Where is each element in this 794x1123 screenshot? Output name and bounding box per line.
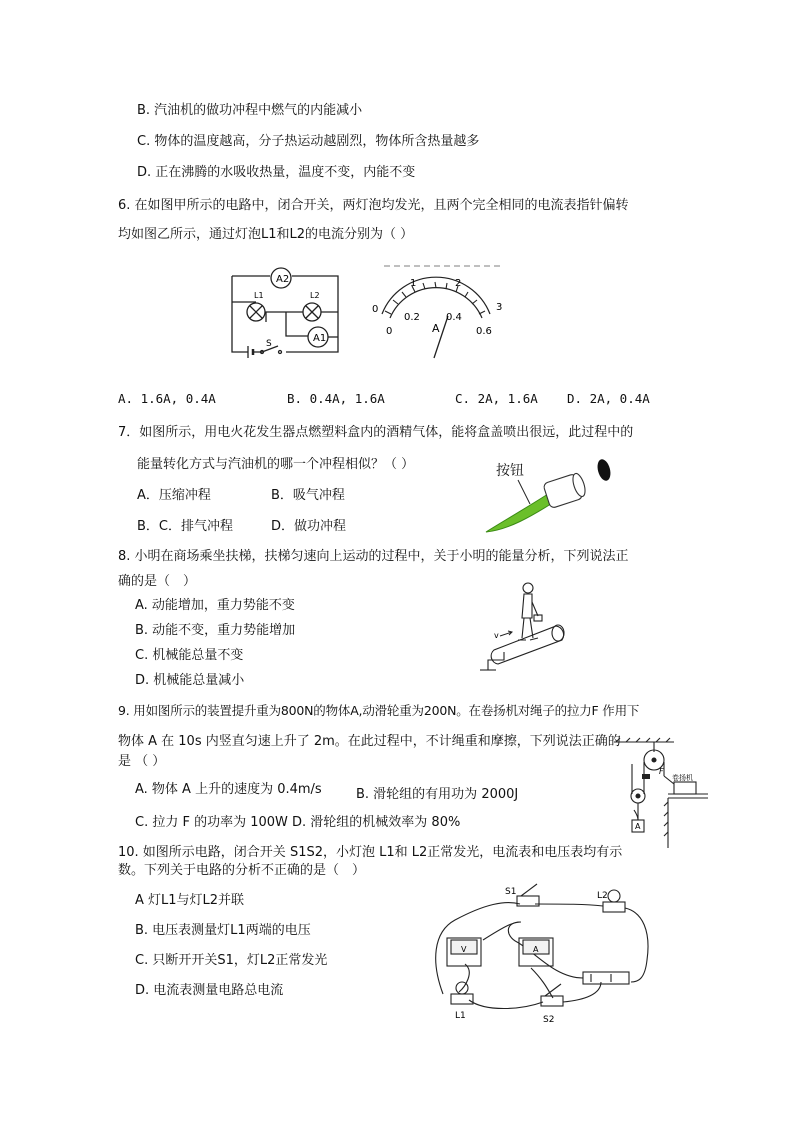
q10-stem-line1: 10. 如图所示电路，闭合开关 S1S2，小灯泡 L1和 L2正常发光，电流表和电压表均有示 (118, 845, 623, 860)
meter-bot-0.4: 0.4 (446, 312, 462, 323)
q9-stem-line1: 9. 用如图所示的装置提升重为800N的物体A,动滑轮重为200N。在卷扬机对绳子的拉力F 作用下 (118, 703, 640, 718)
q5-option-c: C. 物体的温度越高，分子热运动越剧烈，物体所含热量越多 (137, 134, 480, 149)
q10-option-d: D. 电流表测量电路总电流 (135, 983, 284, 998)
q10-option-a: A 灯L1与灯L2并联 (135, 893, 245, 908)
q9-option-cd: C. 拉力 F 的功率为 100W D. 滑轮组的机械效率为 80% (135, 815, 461, 830)
q8-stem-line1: 8. 小明在商场乘坐扶梯，扶梯匀速向上运动的过程中，关于小明的能量分析，下列说法正 (118, 549, 629, 564)
q9-pulley-winch-figure (612, 738, 712, 848)
fig10-l1-label: L1 (455, 1011, 466, 1021)
q8-option-b: B. 动能不变，重力势能增加 (135, 623, 296, 638)
block-a-label: A (635, 822, 641, 831)
q8-stem-line2: 确的是（ ） (118, 574, 197, 589)
fig10-s2-label: S2 (543, 1015, 555, 1025)
q9-stem-line3: 是 （ ） (118, 754, 166, 769)
q7-option-d: D．做功冲程 (271, 519, 347, 534)
q10-option-b: B. 电压表测量灯L1两端的电压 (135, 923, 311, 938)
q5-option-b: B. 汽油机的做功冲程中燃气的内能减小 (137, 103, 363, 118)
q8-option-d: D. 机械能总量减小 (135, 673, 245, 688)
q9-option-b: B. 滑轮组的有用功为 2000J (356, 787, 519, 802)
q5-option-d: D. 正在沸腾的水吸收热量，温度不变，内能不变 (137, 165, 416, 180)
q7-spark-generator-figure (482, 458, 617, 538)
force-f-label: F (659, 767, 664, 776)
circuit-s-label: S (266, 339, 272, 349)
q6-option-d: D. 2A, 0.4A (567, 391, 650, 406)
meter-top-0: 0 (372, 304, 379, 315)
circuit-a2-label: A2 (276, 274, 290, 285)
q6-ammeter-dial (364, 262, 504, 362)
q7-stem-line1: 7．如图所示，用电火花发生器点燃塑料盒内的酒精气体，能将盒盖喷出很远，此过程中的 (118, 425, 634, 440)
fig10-s1-label: S1 (505, 887, 517, 897)
q6-option-b: B. 0.4A, 1.6A (287, 391, 385, 406)
q6-option-a: A. 1.6A, 0.4A (118, 391, 216, 406)
meter-top-1: 1 (410, 278, 417, 289)
q9-stem-line2: 物体 A 在 10s 内竖直匀速上升了 2m。在此过程中，不计绳重和摩擦，下列说法正确的 (118, 734, 621, 749)
circuit-l1-label: L1 (254, 291, 264, 300)
meter-top-2: 2 (455, 278, 462, 289)
q7-option-b: B．吸气冲程 (271, 488, 345, 503)
q7-stem-line2: 能量转化方式与汽油机的哪一个冲程相似？（ ） (137, 457, 415, 472)
circuit-l2-label: L2 (310, 291, 320, 300)
q10-physical-circuit-figure (425, 882, 655, 1027)
meter-bot-0.6: 0.6 (476, 326, 492, 337)
q8-escalator-figure (478, 578, 578, 673)
q6-stem-line2: 均如图乙所示，通过灯泡L1和L2的电流分别为（ ） (118, 227, 414, 242)
winch-label: 卷扬机 (672, 774, 693, 782)
q7-option-c: B．C．排气冲程 (137, 519, 233, 534)
q7-option-a: A．压缩冲程 (137, 488, 211, 503)
q10-option-c: C. 只断开开关S1，灯L2正常发光 (135, 953, 328, 968)
fig10-ammeter-a: A (533, 945, 539, 954)
q10-stem-line2: 数。下列关于电路的分析不正确的是（ ） (118, 863, 366, 878)
q6-option-c: C. 2A, 1.6A (455, 391, 538, 406)
q6-circuit-diagram (226, 266, 346, 366)
q9-option-a: A. 物体 A 上升的速度为 0.4m/s (135, 782, 322, 797)
button-label: 按钮 (496, 463, 524, 479)
meter-top-3: 3 (496, 302, 503, 313)
circuit-a1-label: A1 (313, 333, 327, 344)
meter-bot-0.2: 0.2 (404, 312, 420, 323)
meter-unit-a: A (432, 322, 440, 335)
escalator-velocity-label: v (494, 631, 499, 640)
q8-option-c: C. 机械能总量不变 (135, 648, 244, 663)
meter-bot-0: 0 (386, 326, 393, 337)
fig10-voltmeter-v: V (461, 945, 467, 954)
q6-stem-line1: 6. 在如图甲所示的电路中，闭合开关，两灯泡均发光，且两个完全相同的电流表指针偏转 (118, 198, 629, 213)
fig10-l2-label: L2 (597, 891, 608, 901)
q8-option-a: A. 动能增加，重力势能不变 (135, 598, 295, 613)
